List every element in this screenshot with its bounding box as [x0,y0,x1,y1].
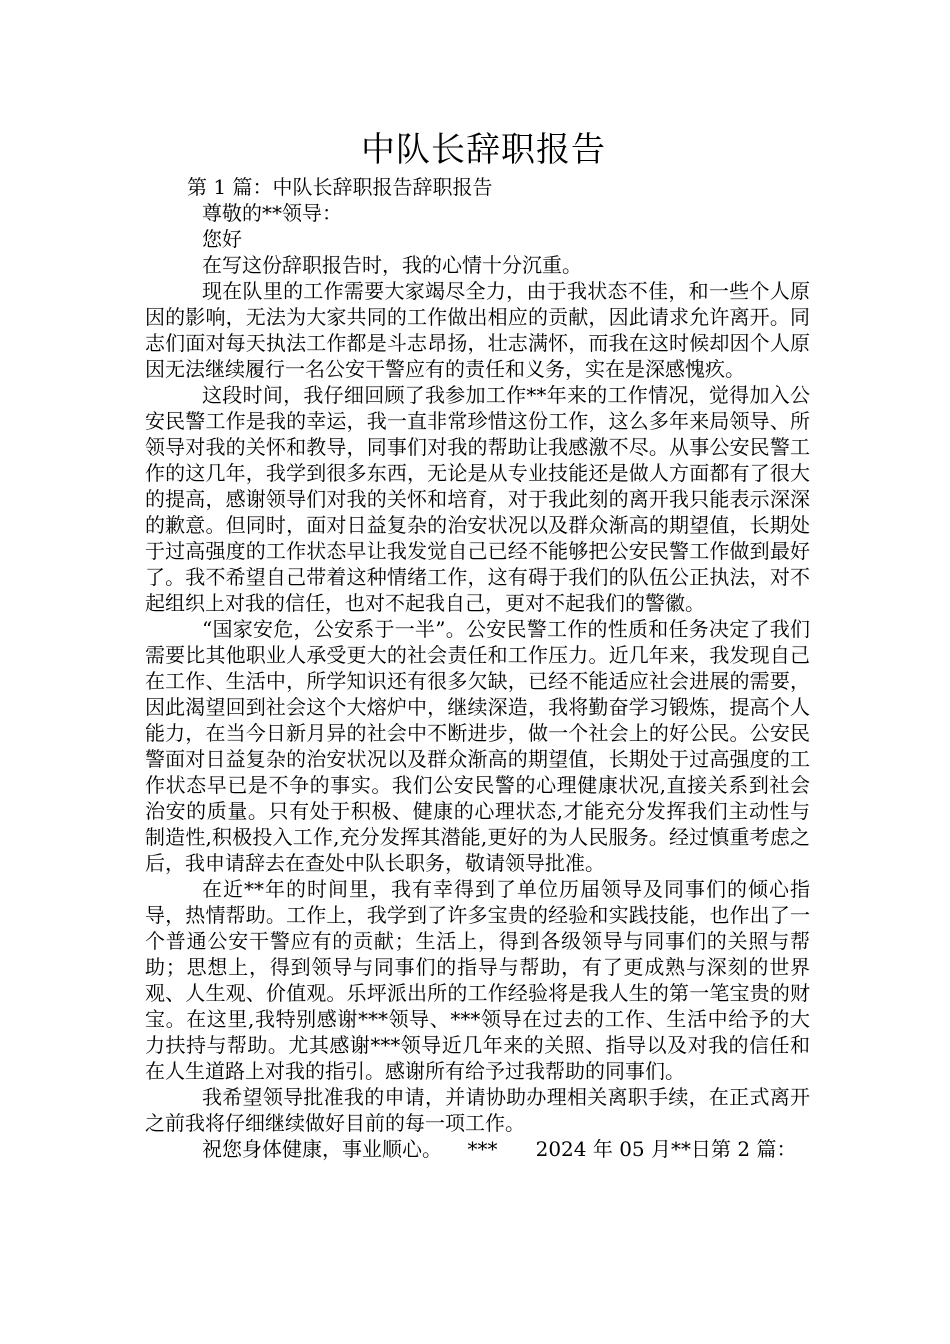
salutation: 尊敬的**领导： [202,201,342,225]
greeting: 您好 [202,227,242,251]
body-paragraph: 在近**年的时间里，我有幸得到了单位历届领导及同事们的倾心指导，热情帮助。工作上，我学到了许多宝贵的经验和实践技能，也作出了一个普通公安干警应有的贡献；生活上，得到各级领导与同事们的关照与帮助；思想上，得到领导与同事们的指导与帮助，有了更成熟与深刻的世界观、人生观、价值观。乐坪派出所的工作经验将是我人生的第一笔宝贵的财宝。在这里,我特别感谢***领导、***领导在过去的工作、生活中给予的大力扶持与帮助。尤其感谢***领导近几年来的关照、指导以及对我的信任和在人生道路上对我的指引。感谢所有给予过我帮助的同事们。 [145,877,810,1083]
document-subtitle: 第 1 篇：中队长辞职报告辞职报告 [187,175,493,199]
body-paragraph: 在写这份辞职报告时，我的心情十分沉重。 [202,253,582,277]
body-paragraph: 我希望领导批准我的申请，并请协助办理相关离职手续，在正式离开之前我将仔细继续做好目前的每一项工作。 [145,1085,810,1135]
closing-line [145,1136,810,1162]
closing-wish: 祝您身体健康，事业顺心。 [202,1137,442,1161]
body-paragraph: 现在队里的工作需要大家竭尽全力，由于我状态不佳，和一些个人原因的影响，无法为大家共同的工作做出相应的贡献，因此请求允许离开。同志们面对每天执法工作都是斗志昂扬，壮志满怀，而我在这时候却因个人原因无法继续履行一名公安干警应有的责任和义务，实在是深感愧疚。 [145,279,810,381]
body-paragraph: 这段时间，我仔细回顾了我参加工作**年来的工作情况，觉得加入公安民警工作是我的幸运，我一直非常珍惜这份工作，这么多年来局领导、所领导对我的关怀和教导，同事们对我的帮助让我感激不尽。从事公安民警工作的这几年，我学到很多东西，无论是从专业技能还是做人方面都有了很大的提高，感谢领导们对我的关怀和培育，对于我此刻的离开我只能表示深深的歉意。但同时，面对日益复杂的治安状况以及群众渐高的期望值，长期处于过高强度的工作状态早让我发觉自己已经不能够把公安民警工作做到最好了。我不希望自己带着这种情绪工作，这有碍于我们的队伍公正执法，对不起组织上对我的信任，也对不起我自己，更对不起我们的警徽。 [145,383,810,615]
body-paragraph: “国家安危，公安系于一半”。公安民警工作的性质和任务决定了我们需要比其他职业人承受更大的社会责任和工作压力。近几年来，我发现自己在工作、生活中，所学知识还有很多欠缺，已经不能适应社会进展的需要，因此渴望回到社会这个大熔炉中，继续深造，我将勤奋学习锻炼，提高个人能力，在当今日新月异的社会中不断进步，做一个社会上的好公民。公安民警面对日益复杂的治安状况以及群众渐高的期望值，长期处于过高强度的工作状态早已是不争的事实。我们公安民警的心理健康状况,直接关系到社会治安的质量。只有处于积极、健康的心理状态,才能充分发挥我们主动性与制造性,积极投入工作,充分发挥其潜能,更好的为人民服务。经过慎重考虑之后，我申请辞去在查处中队长职务，敬请领导批准。 [145,617,810,875]
document-title: 中队长辞职报告 [361,130,606,170]
closing-signature: *** [467,1137,498,1161]
closing-date: 2024 年 05 月**日第 2 篇： [535,1137,797,1161]
document-page [145,128,810,1162]
